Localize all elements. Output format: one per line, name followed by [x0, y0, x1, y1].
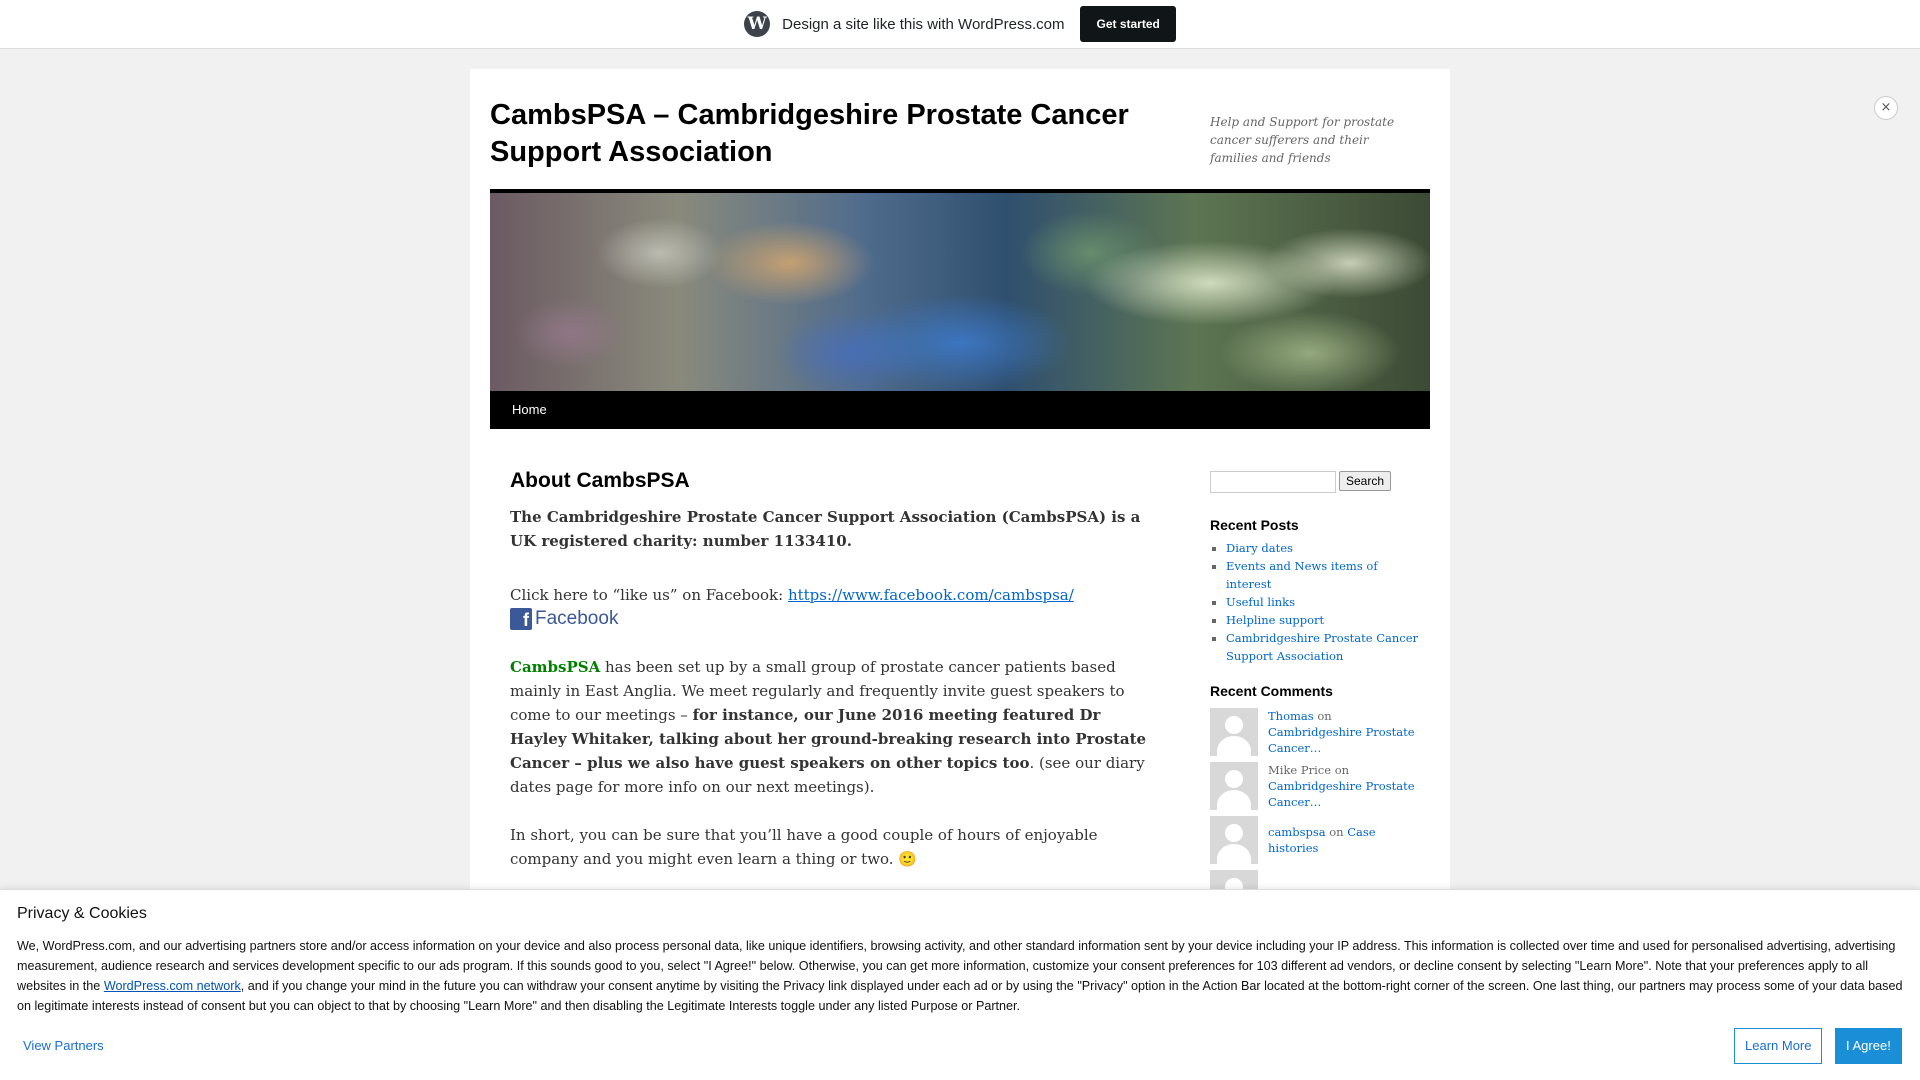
learn-more-button[interactable]: Learn More [1734, 1028, 1822, 1064]
comment-item [1210, 759, 1420, 813]
close-icon[interactable]: × [1874, 96, 1898, 120]
avatar [1210, 762, 1258, 810]
comment-author-link[interactable]: cambspsa [1268, 825, 1326, 839]
site-title[interactable]: CambsPSA – Cambridgeshire Prostate Cancer Support Association [490, 99, 1129, 168]
cookie-text-1: We, WordPress.com, and our advertising partners store and/or access information on your device and also process personal data, like unique identifiers, browsing activity, and other standard information sent by your device including your IP address. This information is collected over time and used for personalised advertising, advertising measurement, audience research and services development specific to our ads program. If this sounds good to you, select "I Agree!" below. Otherwise, you can get more information, customize your consent preferences for 103 different ad vendors, or decline consent by selecting "Learn More". Note that your preferences apply to all websites in the [17, 939, 1896, 993]
main-navigation [490, 391, 1430, 429]
list-item [1226, 611, 1420, 629]
cookie-text-2: , and if you change your mind in the future you can withdraw your consent anytime by visiting the Privacy link displayed under each ad or by using the "Privacy" option in the Action Bar located at the bottom-right corner of the screen. One last thing, our partners may process some of your data based on legitimate interests instead of consent but you can object to that by choosing "Learn More" and then disabling the Legitimate Interests toggle under any listed Purpose or Partner. [17, 979, 1903, 1013]
comment-item [1210, 705, 1420, 759]
facebook-paragraph [510, 583, 1150, 631]
comment-text [1268, 762, 1420, 810]
i-agree-button[interactable]: I Agree! [1835, 1028, 1902, 1064]
comment-text [1268, 824, 1420, 856]
search-input[interactable] [1210, 471, 1336, 493]
promo-message: Design a site like this with WordPress.com [782, 15, 1065, 33]
recent-post-link[interactable]: Helpline support [1226, 613, 1325, 627]
comment-on: on [1325, 825, 1348, 839]
recent-post-link[interactable]: Cambridgeshire Prostate Cancer Support Association [1226, 631, 1418, 663]
site-description: Help and Support for prostate cancer sufferers and their families and friends [1210, 115, 1395, 165]
facebook-badge-label: Facebook [535, 608, 619, 629]
wordpress-network-link[interactable]: WordPress.com network [103, 979, 241, 993]
list-item [1226, 593, 1420, 611]
header-fern-image [490, 189, 1430, 391]
recent-post-link[interactable]: Events and News items of interest [1226, 559, 1378, 591]
comment-post-link[interactable]: Cambridgeshire Prostate Cancer… [1268, 779, 1415, 809]
avatar [1210, 708, 1258, 756]
recent-comments-heading: Recent Comments [1210, 683, 1333, 699]
nav-home-link[interactable]: Home [512, 402, 547, 417]
recent-posts-heading: Recent Posts [1210, 517, 1299, 533]
list-item [1226, 629, 1420, 665]
wordpress-promo-bar [0, 0, 1920, 49]
intro-text-2: . (see our diary dates page for more info on our next meetings). [510, 754, 1145, 796]
list-item [1226, 539, 1420, 557]
page-title: About CambsPSA [510, 469, 690, 492]
search-button[interactable]: Search [1339, 471, 1391, 491]
comment-post-link[interactable]: Case histories [1268, 825, 1376, 855]
charity-statement: The Cambridgeshire Prostate Cancer Support Association (CambsPSA) is a UK registered charity: number 1133410. [510, 508, 1141, 550]
comment-on: on [1331, 763, 1350, 777]
comment-post-link[interactable]: Cambridgeshire Prostate Cancer… [1268, 725, 1415, 755]
facebook-badge[interactable] [510, 607, 618, 631]
avatar [1210, 816, 1258, 864]
wordpress-logo-icon[interactable]: W [744, 11, 770, 37]
intro-text-1: has been set up by a small group of prostate cancer patients based mainly in East Anglia. We meet regularly and frequently invite guest speakers to come to our meetings – [510, 658, 1125, 724]
cookie-title: Privacy & Cookies [17, 905, 147, 922]
comment-author: Mike Price [1268, 763, 1332, 777]
post-content [510, 469, 1150, 943]
cookie-text [17, 936, 1907, 1016]
summary-paragraph: In short, you can be sure that you’ll have a good couple of hours of enjoyable company and you might even learn a thing or two. 🙂 [510, 826, 1098, 868]
comment-item [1210, 813, 1420, 867]
intro-paragraph [510, 655, 1150, 799]
sidebar [1210, 471, 1420, 921]
recent-posts-list [1210, 539, 1420, 665]
comment-on: on [1313, 709, 1332, 723]
comment-text [1268, 708, 1420, 756]
get-started-button[interactable]: Get started [1080, 6, 1175, 42]
facebook-link[interactable]: https://www.facebook.com/cambspsa/ [787, 586, 1074, 604]
cambspsa-name: CambsPSA [510, 658, 601, 676]
comment-author-link[interactable]: Thomas [1268, 709, 1314, 723]
list-item [1226, 557, 1420, 593]
search-form [1210, 471, 1420, 493]
facebook-prefix: Click here to “like us” on Facebook: [510, 586, 788, 604]
privacy-cookie-banner [0, 889, 1920, 1080]
facebook-icon: f [510, 608, 532, 630]
recent-post-link[interactable]: Diary dates [1226, 541, 1293, 555]
view-partners-link[interactable]: View Partners [23, 1038, 104, 1053]
recent-post-link[interactable]: Useful links [1226, 595, 1296, 609]
intro-bold: for instance, our June 2016 meeting featured Dr Hayley Whitaker, talking about her ground-breaking research into Prostate Cancer – plus we also have guest speakers on other topics too [510, 706, 1147, 772]
